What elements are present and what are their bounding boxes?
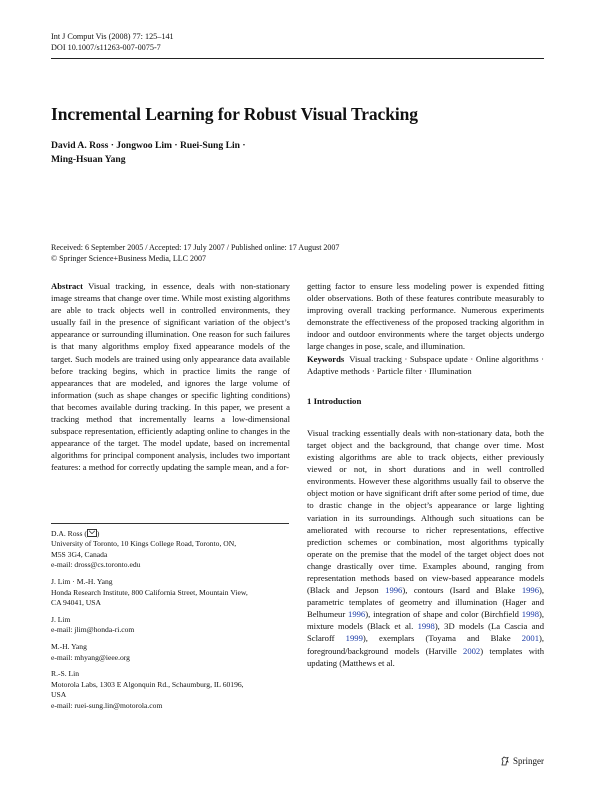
email: e-mail: mhyang@ieee.org xyxy=(51,652,130,662)
springer-horse-icon xyxy=(500,756,510,766)
affiliation-yang: M.-H. Yang e-mail: mhyang@ieee.org xyxy=(51,642,290,663)
email: e-mail: dross@cs.toronto.edu xyxy=(51,560,141,570)
header-rule xyxy=(51,58,544,59)
citation-link[interactable]: 2002 xyxy=(463,645,481,656)
abstract-text-left: Visual tracking, in essence, deals with non-stationary image streams that change over time. While most existing algorithms are able to track objects well in controlled environments, they usually fail in the presence of significant variation of the object’s appearance or surrounding illumination. One reason for such failures is that many algorithms employ fixed appearance models of the target. Such models are trained using only appearance data available before tracking begins, which in practice limits the range of appearances that are modeled, and ignores the large volume of information (such as shape changes or specific lighting conditions) that becomes available during tracking. In this paper, we present a tracking method that incrementally learns a low-dimensional subspace representation, efficiently adapting online to changes in the appearance of the target. The model update, based on incremental algorithms for principal component analysis, includes two important features: a method for correctly updating the sample mean, and a for- xyxy=(51,281,290,473)
left-column xyxy=(51,280,290,474)
footnote-rule xyxy=(51,523,289,524)
affiliation-lim: J. Lim e-mail: jlim@honda-ri.com xyxy=(51,615,290,636)
intro-paragraph: Visual tracking essentially deals with non-stationary data, both the target object and the background, that change over time. Most existing algorithms are able to track objects, either previously viewed or not, in short durations and in well controlled environments. However these algorithms usually fail to observe the object motion or have significant drift after some period of time, due to drastic change in the object’s appearance or large lighting variation in its surroundings. Although such situations can be ameliorated with recourse to richer representations, effective prediction schemes or combination, most algorithms typically operate on the premise that the model of the target object does not change drastically over time. Examples abound, ranging from representation methods based on view-based appearance models (Black and Jepson 1996), contours (Isard and Blake 1996), parametric templates of geometry and illumination (Hager and Belhumeur 1996), integration of shape and color (Birchfield 1998), mixture models (Black et al. 1998), 3D models (La Cascia and Sclaroff 1999), exemplars (Toyama and Blake 2001), foreground/background models (Harville 2002) templates with updating (Matthews et al. xyxy=(307,427,545,668)
envelope-icon xyxy=(87,529,97,537)
keywords-text: Visual tracking · Subspace update · Online algorithms · Adaptive methods · Particle filter · Illumination xyxy=(307,353,544,376)
abstract-continued: getting factor to ensure less modeling power is expended fitting older observations. Both of these features contribute measurably to improving overall tracking performance. Numerous experiments demonstrate the effectiveness of the proposed tracking algorithm in indoor and outdoor environments where the target objects undergo large changes in pose, scale, and illumination. xyxy=(307,281,544,352)
citation-link[interactable]: 2001 xyxy=(521,633,539,644)
authors-line-1: David A. Ross · Jongwoo Lim · Ruei-Sung Lin · xyxy=(51,140,246,151)
author-affiliations xyxy=(51,529,290,718)
copyright-notice: © Springer Science+Business Media, LLC 2007 xyxy=(51,254,207,263)
right-column xyxy=(307,280,544,669)
author-list xyxy=(51,139,246,166)
corresponding-author: D.A. Ross ( xyxy=(51,529,87,538)
citation-link[interactable]: 1998 xyxy=(417,621,435,632)
keywords-label: Keywords xyxy=(307,353,345,364)
authors-line-2: Ming-Hsuan Yang xyxy=(51,153,126,165)
affiliation-address: USA xyxy=(51,690,67,700)
abstract xyxy=(51,280,290,474)
citation-link[interactable]: 1996 xyxy=(521,585,539,596)
section-heading: 1 Introduction xyxy=(307,395,362,406)
doi: DOI 10.1007/s11263-007-0075-7 xyxy=(51,43,161,52)
affiliation-address: CA 94041, USA xyxy=(51,597,102,607)
received-accepted-dates: Received: 6 September 2005 / Accepted: 17 July 2007 / Published online: 17 August 2007 xyxy=(51,243,340,252)
keywords xyxy=(307,353,544,377)
citation-link[interactable]: 1996 xyxy=(385,585,403,596)
affiliation-address: M5S 3G4, Canada xyxy=(51,549,108,559)
affiliation-address: Honda Research Institute, 800 California Street, Mountain View, xyxy=(51,587,248,597)
publisher-mark xyxy=(500,756,544,766)
affiliation-address: Motorola Labs, 1303 E Algonquin Rd., Schaumburg, IL 60196, xyxy=(51,679,244,689)
citation-link[interactable]: 1998 xyxy=(521,609,539,620)
email: e-mail: ruei-sung.lin@motorola.com xyxy=(51,700,163,710)
abstract-label: Abstract xyxy=(51,281,83,291)
publication-dates xyxy=(51,242,339,264)
running-header xyxy=(51,31,174,53)
citation-link[interactable]: 1999 xyxy=(345,633,363,644)
publisher-name: Springer xyxy=(513,756,544,766)
affiliation-address: University of Toronto, 10 Kings College Road, Toronto, ON, xyxy=(51,539,237,549)
affiliation-ross: D.A. Ross ( ) University of Toronto, 10 Kings College Road, Toronto, ON, M5S 3G4, Canada e-mail: dross@cs.toronto.edu xyxy=(51,529,290,571)
citation-link[interactable]: 1996 xyxy=(348,609,366,620)
email: e-mail: jlim@honda-ri.com xyxy=(51,625,135,635)
affiliation-honda: J. Lim · M.-H. Yang Honda Research Institute, 800 California Street, Mountain View, CA 94041, USA xyxy=(51,577,290,608)
affiliation-lin: R.-S. Lin Motorola Labs, 1303 E Algonquin Rd., Schaumburg, IL 60196, USA e-mail: ruei-sung.lin@motorola.com xyxy=(51,669,290,711)
paper-title: Incremental Learning for Robust Visual Tracking xyxy=(51,104,418,124)
journal-citation: Int J Comput Vis (2008) 77: 125–141 xyxy=(51,32,174,41)
